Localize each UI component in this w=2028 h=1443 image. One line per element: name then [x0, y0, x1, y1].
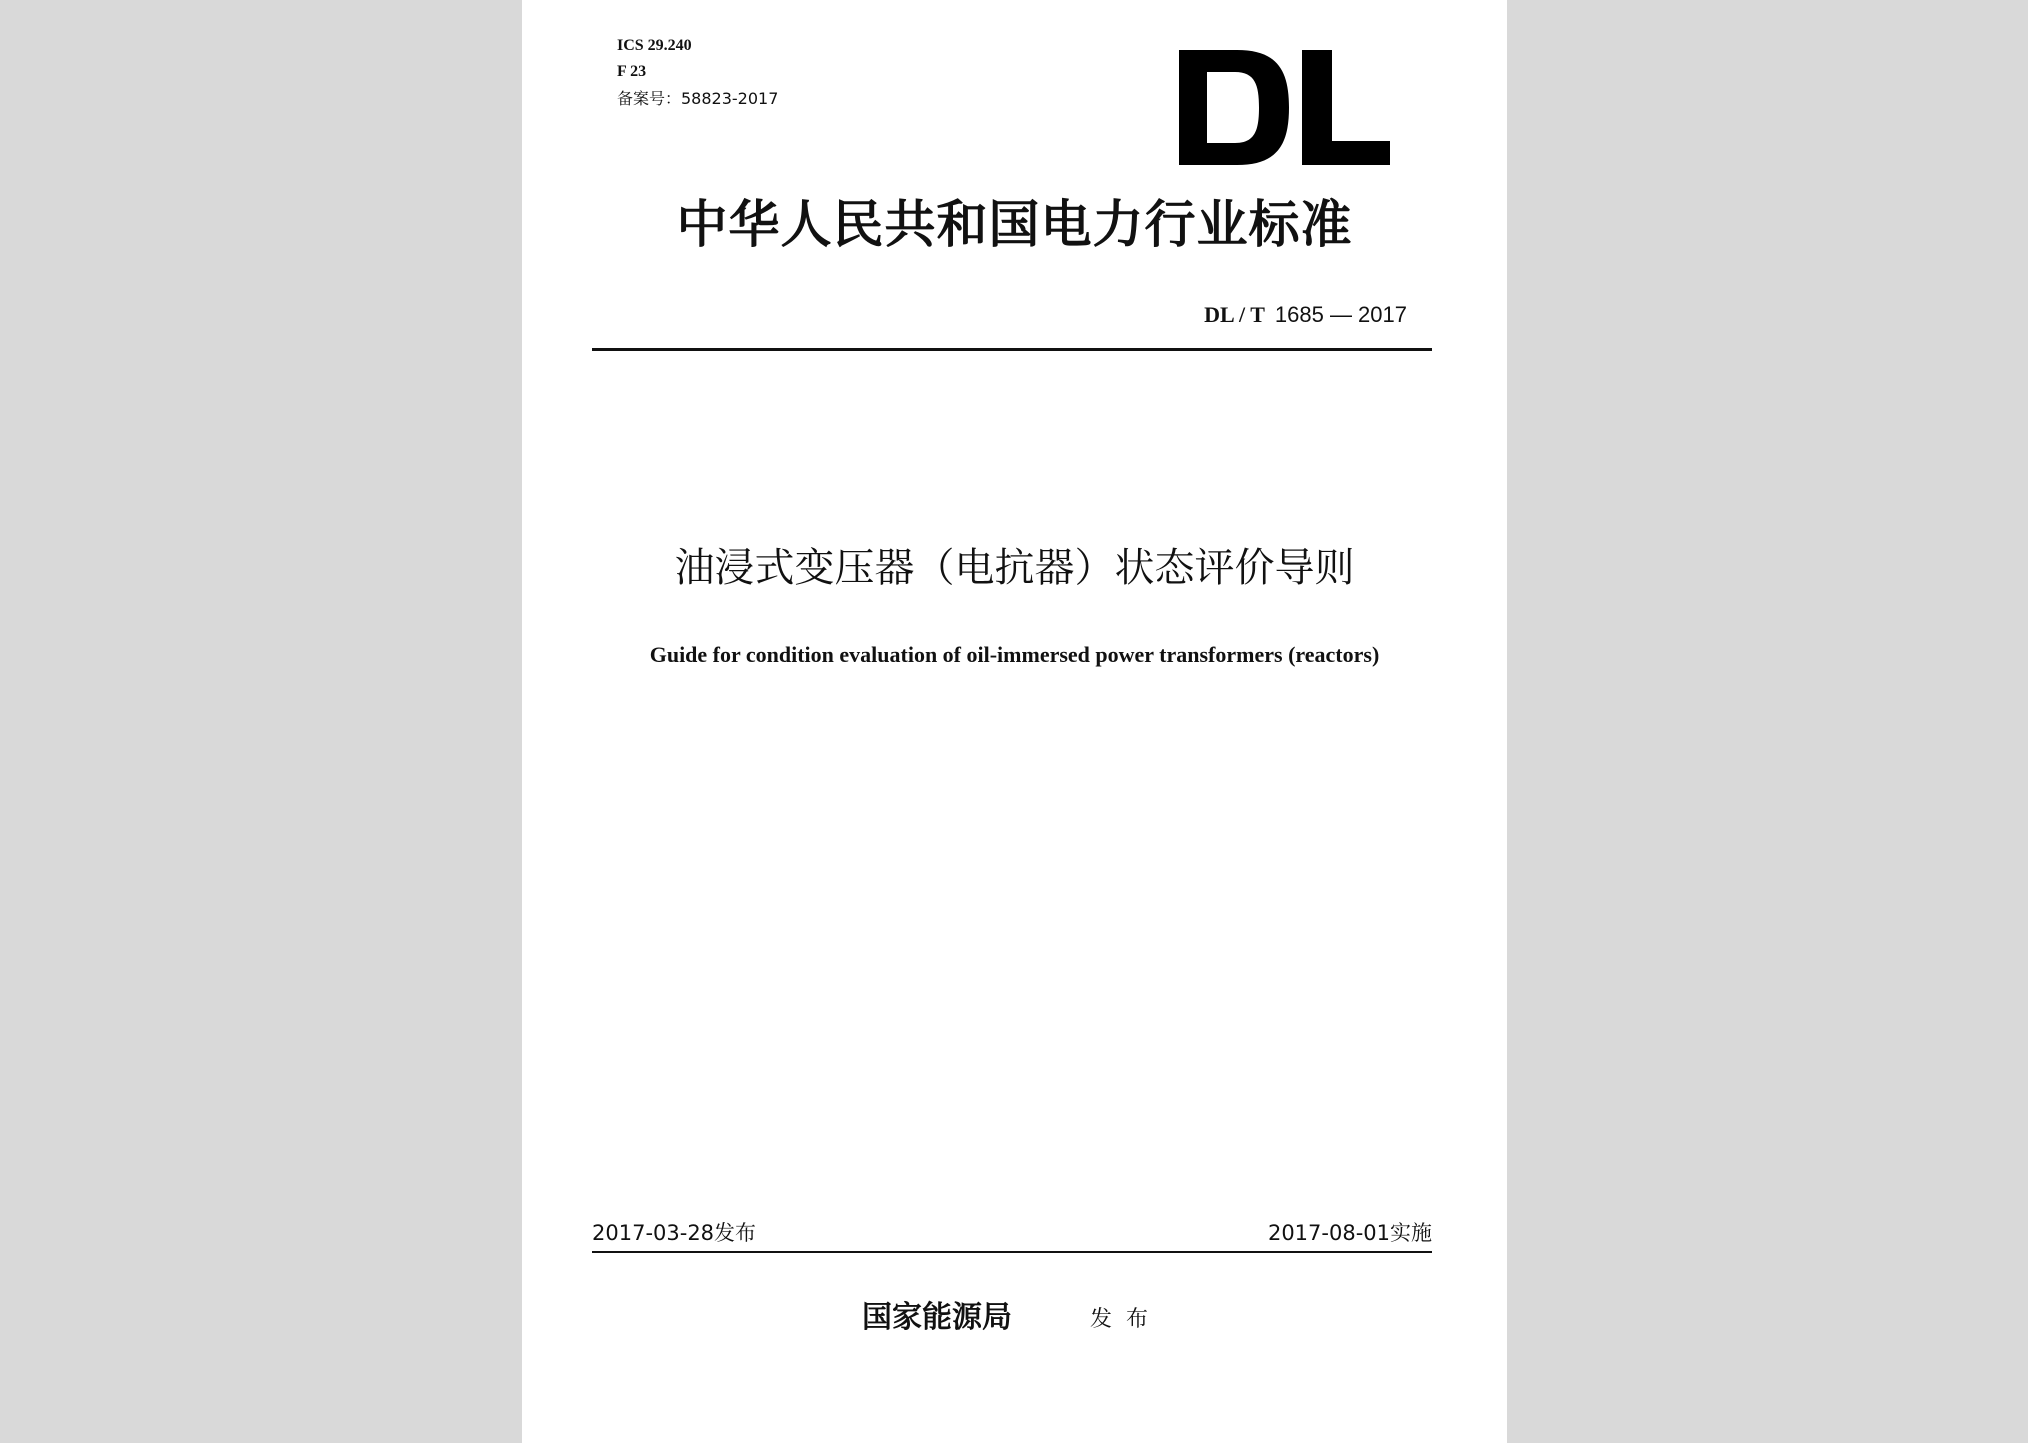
header-divider — [592, 348, 1432, 351]
title-chinese: 油浸式变压器（电抗器）状态评价导则 — [674, 545, 1355, 591]
dl-logo — [1177, 50, 1392, 165]
footer-divider — [592, 1251, 1432, 1253]
standard-number-year: 1685 — 2017 — [1274, 302, 1407, 327]
title-english: Guide for condition evaluation of oil-immersed power transformers (reactors) — [649, 642, 1380, 667]
publish-label: 发布 — [1090, 1307, 1163, 1332]
organization-title: 中华人民共和国电力行业标准 — [676, 195, 1353, 255]
publisher-name: 国家能源局 — [862, 1300, 1012, 1335]
standard-number — [1204, 302, 1407, 328]
classification-code: F 23 — [617, 63, 647, 80]
document-cover-page — [522, 0, 1507, 1443]
issue-date: 2017-03-28发布 — [592, 1221, 757, 1245]
effective-date: 2017-08-01实施 — [1267, 1221, 1432, 1245]
registration-number: 备案号：58823-2017 — [617, 89, 779, 108]
standard-code: DL / T — [1204, 302, 1265, 327]
ics-code: ICS 29.240 — [617, 37, 692, 54]
